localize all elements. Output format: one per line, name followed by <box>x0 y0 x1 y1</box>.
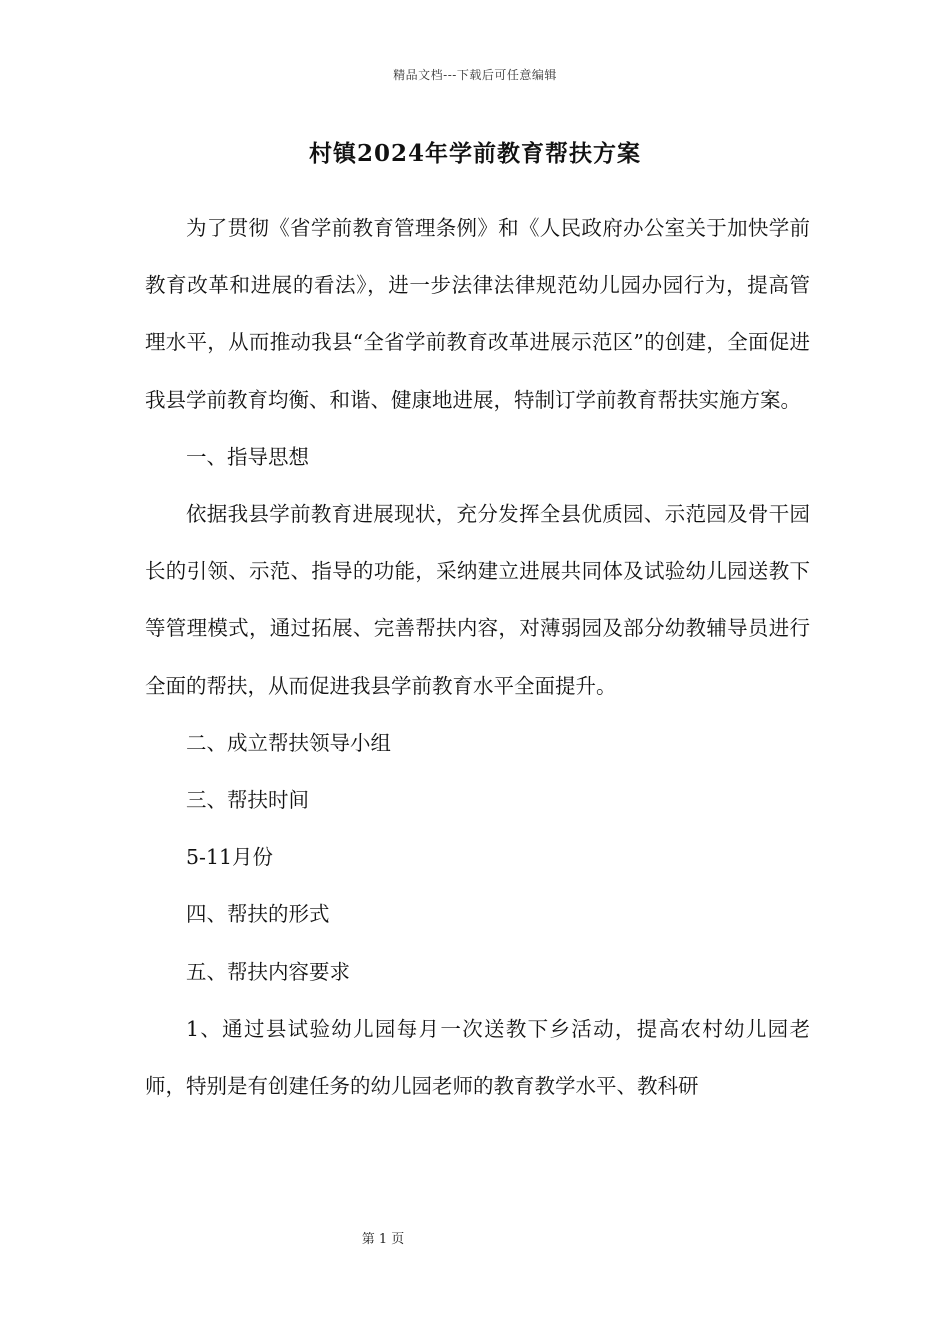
section-heading-4: 四、帮扶的形式 <box>186 902 330 927</box>
section-heading-1: 一、指导思想 <box>186 444 309 469</box>
page-number: 第 1 页 <box>361 1232 405 1247</box>
paragraph-time-range: 5-11月份 <box>186 845 274 870</box>
paragraph-intro: 为了贯彻《省学前教育管理条例》和《人民政府办公室关于加快学前教育改革和进展的看法》，进一步法律法律规范幼儿园办园行为，提高管理水平，从而推动我县“全省学前教育改革进展示范区”的创建，全面促进我县学前教育均衡、和谐、健康地进展，特制订学前教育帮扶实施方案。 <box>145 216 810 412</box>
section-heading-3: 三、帮扶时间 <box>186 788 309 813</box>
paragraph-item-1: 1、通过县试验幼儿园每月一次送教下乡活动，提高农村幼儿园老师，特别是有创建任务的幼儿园老师的教育教学水平、教科研 <box>145 1016 810 1099</box>
paragraph-guiding-idea: 依据我县学前教育进展现状，充分发挥全县优质园、示范园及骨干园长的引领、示范、指导的功能，采纳建立进展共同体及试验幼儿园送教下等管理模式，通过拓展、完善帮扶内容，对薄弱园及部分幼教辅导员进行全面的帮扶，从而促进我县学前教育水平全面提升。 <box>145 502 810 698</box>
document-title: 村镇2024年学前教育帮扶方案 <box>308 140 641 167</box>
header-note: 精品文档---下载后可任意编辑 <box>393 68 557 82</box>
section-heading-5: 五、帮扶内容要求 <box>186 959 350 984</box>
document-body <box>145 200 810 1115</box>
section-heading-2: 二、成立帮扶领导小组 <box>186 730 391 755</box>
